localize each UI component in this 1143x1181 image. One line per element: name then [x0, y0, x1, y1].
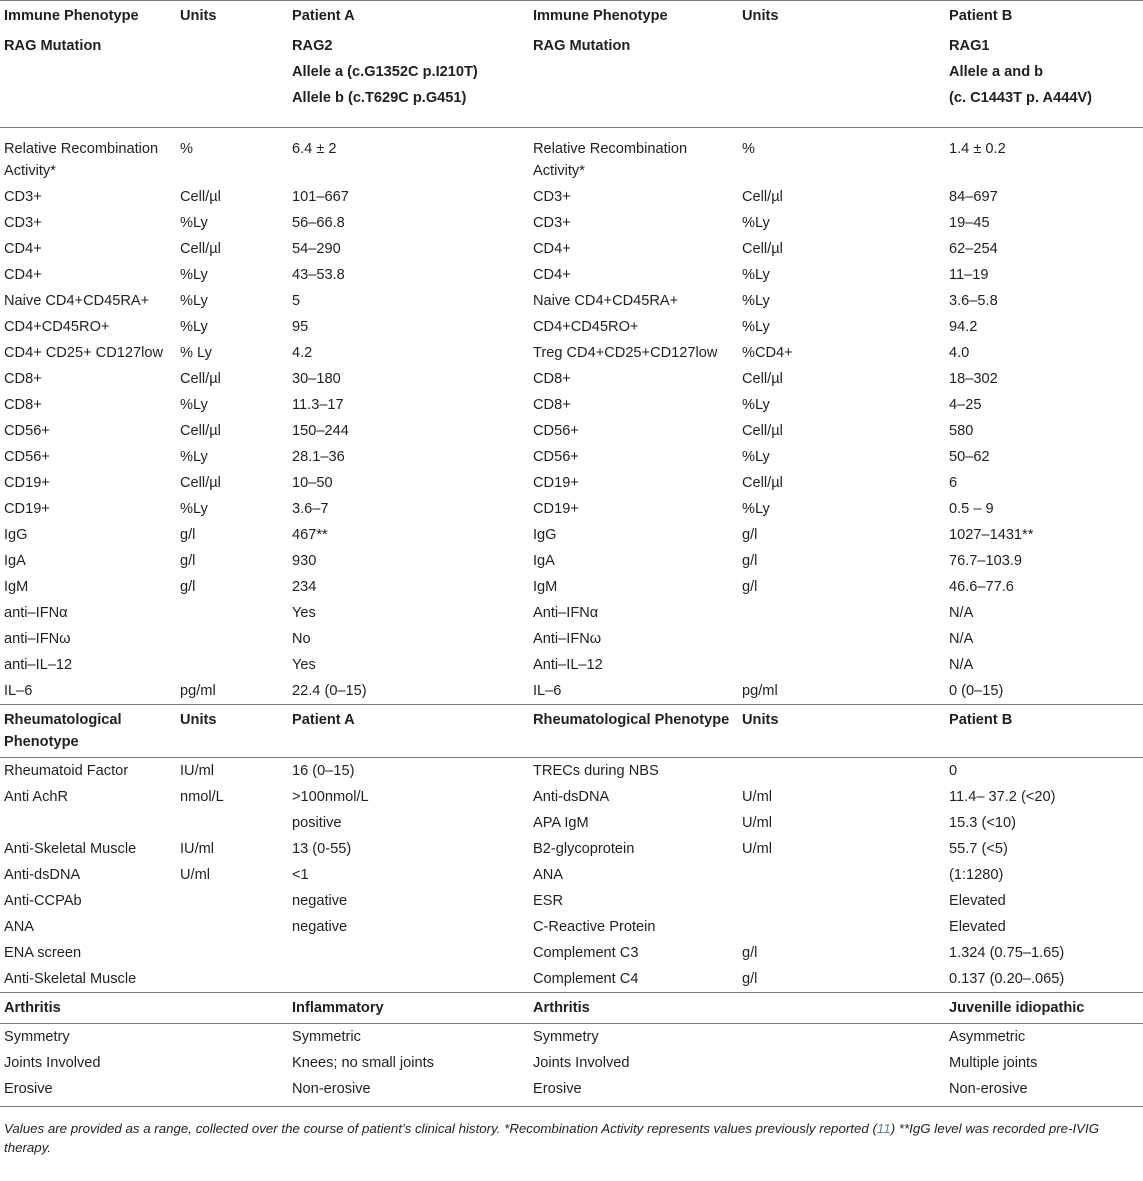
table-cell: N/A — [949, 657, 974, 673]
table-cell: 4–25 — [949, 397, 982, 413]
table-cell: g/l — [742, 945, 758, 961]
table-cell: Relative Recombination Activity* — [533, 141, 688, 179]
table-cell — [738, 652, 945, 678]
table-cell — [288, 31, 529, 128]
rheum-row — [0, 914, 1143, 940]
table-cell: 150–244 — [292, 423, 349, 439]
immune-row — [0, 496, 1143, 522]
table-cell — [288, 966, 529, 993]
table-cell — [176, 1076, 288, 1107]
table-cell: CD4+CD45RO+ — [533, 319, 639, 335]
table-cell: Arthritis — [529, 993, 738, 1024]
table-cell: C-Reactive Protein — [533, 919, 656, 935]
table-cell — [738, 626, 945, 652]
table-cell — [738, 1024, 945, 1051]
table-cell: Erosive — [0, 1076, 176, 1107]
table-cell: 11–19 — [949, 267, 989, 283]
table-cell: CD19+ — [4, 501, 50, 517]
table-cell: IU/ml — [180, 841, 215, 857]
table-cell — [176, 888, 288, 914]
rheum-row — [0, 810, 1143, 836]
immune-row — [0, 548, 1143, 574]
table-cell: 0.5 – 9 — [949, 501, 994, 517]
table-cell: N/A — [949, 605, 974, 621]
table-cell: 0 — [949, 763, 958, 779]
table-cell — [176, 966, 288, 993]
table-cell: IgM — [4, 579, 29, 595]
table-cell: Cell/µl — [180, 371, 221, 387]
rheum-row — [0, 758, 1143, 785]
table-cell: %Ly — [742, 267, 770, 283]
table-cell: Multiple joints — [949, 1055, 1038, 1071]
table-cell — [0, 810, 176, 836]
mutation-line: RAG1 — [949, 38, 990, 54]
table-cell: anti–IFNα — [4, 605, 68, 621]
table-cell: Symmetry — [533, 1029, 599, 1045]
immune-row — [0, 392, 1143, 418]
table-cell: Naive CD4+CD45RA+ — [533, 293, 679, 309]
table-cell: TRECs during NBS — [533, 763, 659, 779]
arthritis-row — [0, 1024, 1143, 1051]
mutation-line: RAG2 — [292, 38, 333, 54]
table-cell: g/l — [742, 553, 758, 569]
immune-row — [0, 184, 1143, 210]
table-cell: Asymmetric — [949, 1029, 1026, 1045]
mutation-line: (c. C1443T p. A444V) — [949, 90, 1093, 106]
table-cell: Immune Phenotype — [529, 1, 738, 32]
table-cell: U/ml — [742, 815, 772, 831]
table-cell: CD3+ — [4, 215, 42, 231]
table-cell: Units — [738, 1, 945, 32]
table-cell: N/A — [949, 631, 974, 647]
table-cell: % — [180, 141, 193, 157]
table-cell: Cell/µl — [742, 189, 783, 205]
table-cell — [738, 1050, 945, 1076]
table-cell: CD8+ — [533, 371, 571, 387]
table-cell: Patient B — [945, 1, 1143, 32]
table-cell: %Ly — [742, 215, 770, 231]
table-cell: IgM — [533, 579, 558, 595]
table-cell — [176, 914, 288, 940]
table-cell: Anti-Skeletal Muscle — [4, 971, 137, 987]
table-cell: 55.7 (<5) — [949, 841, 1008, 857]
immune-row — [0, 574, 1143, 600]
table-cell: Patient A — [288, 705, 529, 758]
table-cell: 28.1–36 — [292, 449, 345, 465]
table-cell: No — [292, 631, 311, 647]
table-cell: 13 (0-55) — [292, 841, 352, 857]
table-cell — [738, 600, 945, 626]
table-cell: B2-glycoprotein — [533, 841, 635, 857]
table-cell: Anti-dsDNA — [4, 867, 81, 883]
table-cell: CD19+ — [4, 475, 50, 491]
table-cell: APA IgM — [533, 815, 589, 831]
immune-header-row — [0, 1, 1143, 32]
table-cell: IgG — [4, 527, 28, 543]
table-cell: CD56+ — [4, 449, 50, 465]
table-cell: Anti–IFNα — [533, 605, 599, 621]
table-cell: 234 — [292, 579, 317, 595]
table-cell: anti–IL–12 — [4, 657, 73, 673]
table-cell: Cell/µl — [180, 241, 221, 257]
rheum-header-row — [0, 705, 1143, 758]
table-cell: 95 — [292, 319, 309, 335]
table-cell: Rheumatoid Factor — [4, 763, 129, 779]
table-cell: 4.0 — [949, 345, 970, 361]
table-cell: Units — [176, 705, 288, 758]
table-cell: CD4+ CD25+ CD127low — [4, 345, 163, 361]
table-cell: Anti–IFNω — [533, 631, 602, 647]
table-cell: 54–290 — [292, 241, 341, 257]
immune-row — [0, 262, 1143, 288]
mutation-line: Allele a (c.G1352C p.I210T) — [292, 64, 478, 80]
table-cell: CD56+ — [4, 423, 50, 439]
immune-row — [0, 470, 1143, 496]
rag-mutation-row — [0, 31, 1143, 128]
arthritis-header-row — [0, 993, 1143, 1024]
table-cell: Cell/µl — [742, 475, 783, 491]
table-cell: 15.3 (<10) — [949, 815, 1016, 831]
table-cell: 56–66.8 — [292, 215, 345, 231]
table-cell: 0 (0–15) — [949, 683, 1004, 699]
table-cell: CD19+ — [533, 475, 579, 491]
table-cell: CD4+ — [4, 267, 42, 283]
table-cell: 1027–1431** — [949, 527, 1034, 543]
table-cell: negative — [292, 893, 348, 909]
table-cell: %Ly — [180, 501, 208, 517]
immune-row — [0, 128, 1143, 185]
table-cell: 4.2 — [292, 345, 313, 361]
table-cell: CD56+ — [533, 423, 579, 439]
rheum-row — [0, 784, 1143, 810]
table-cell: %Ly — [742, 501, 770, 517]
table-cell: %CD4+ — [742, 345, 793, 361]
immune-row — [0, 236, 1143, 262]
table-cell — [176, 810, 288, 836]
immune-row — [0, 600, 1143, 626]
table-cell: %Ly — [180, 267, 208, 283]
table-cell: Non-erosive — [288, 1076, 529, 1107]
table-cell — [176, 600, 288, 626]
table-cell: Relative Recombination Activity* — [4, 141, 159, 179]
table-cell: 101–667 — [292, 189, 349, 205]
table-cell: Cell/µl — [742, 371, 783, 387]
table-cell: CD3+ — [4, 189, 42, 205]
immune-row — [0, 210, 1143, 236]
immune-row — [0, 678, 1143, 705]
table-cell: IgA — [533, 553, 555, 569]
table-cell: ANA — [4, 919, 35, 935]
table-cell: RAG Mutation — [529, 31, 738, 128]
table-cell — [738, 862, 945, 888]
rheum-row — [0, 966, 1143, 993]
table-cell: Knees; no small joints — [292, 1055, 434, 1071]
table-cell: ENA screen — [4, 945, 82, 961]
table-cell: Non-erosive — [945, 1076, 1143, 1107]
table-cell: Elevated — [949, 919, 1006, 935]
table-cell: Complement C3 — [533, 945, 639, 961]
immune-row — [0, 626, 1143, 652]
table-cell: CD56+ — [533, 449, 579, 465]
table-cell: <1 — [292, 867, 309, 883]
table-cell: Arthritis — [0, 993, 176, 1024]
table-cell: 30–180 — [292, 371, 341, 387]
table-cell: %Ly — [180, 319, 208, 335]
reference-link[interactable]: 11 — [876, 1121, 891, 1136]
table-cell: IgA — [4, 553, 26, 569]
table-cell: Yes — [292, 605, 316, 621]
table-cell: g/l — [742, 971, 758, 987]
table-cell: CD3+ — [533, 215, 571, 231]
rheum-row — [0, 862, 1143, 888]
table-cell: %Ly — [180, 397, 208, 413]
table-cell: IL–6 — [4, 683, 33, 699]
table-cell: g/l — [742, 579, 758, 595]
table-cell: IL–6 — [533, 683, 562, 699]
immune-row — [0, 522, 1143, 548]
table-cell: Units — [738, 705, 945, 758]
table-cell: Yes — [292, 657, 316, 673]
table-cell — [738, 914, 945, 940]
table-cell: 50–62 — [949, 449, 990, 465]
table-cell: pg/ml — [180, 683, 216, 699]
table-cell: 62–254 — [949, 241, 998, 257]
table-cell: CD4+ — [4, 241, 42, 257]
table-cell: Rheumatological Phenotype — [529, 705, 738, 758]
table-cell: 84–697 — [949, 189, 998, 205]
rheum-row — [0, 836, 1143, 862]
table-cell: % Ly — [180, 345, 212, 361]
table-cell: 94.2 — [949, 319, 978, 335]
table-cell — [176, 1024, 288, 1051]
table-cell: nmol/L — [180, 789, 224, 805]
table-cell — [176, 1050, 288, 1076]
table-cell — [176, 626, 288, 652]
immune-row — [0, 444, 1143, 470]
table-cell: 43–53.8 — [292, 267, 345, 283]
table-cell: Anti–IL–12 — [533, 657, 603, 673]
table-cell: 19–45 — [949, 215, 990, 231]
table-cell: Elevated — [949, 893, 1006, 909]
rheum-row — [0, 940, 1143, 966]
table-cell: 11.4– 37.2 (<20) — [949, 789, 1056, 805]
table-cell: pg/ml — [742, 683, 778, 699]
immune-row — [0, 366, 1143, 392]
table-cell: U/ml — [180, 867, 210, 883]
table-cell: %Ly — [180, 449, 208, 465]
table-cell: Joints Involved — [533, 1055, 630, 1071]
table-cell: Treg CD4+CD25+CD127low — [533, 345, 718, 361]
table-cell: Cell/µl — [742, 423, 783, 439]
table-cell: %Ly — [742, 319, 770, 335]
table-cell: 22.4 (0–15) — [292, 683, 367, 699]
table-footnote: Values are provided as a range, collected over the course of patient’s clinical history. *Recombination Activity represents values previously reported (11) **IgG level was recorded pre-IVIG therapy. — [4, 1121, 1100, 1155]
table-cell: % — [742, 141, 755, 157]
table-cell: Cell/µl — [180, 189, 221, 205]
rheum-row — [0, 888, 1143, 914]
table-cell: 1.324 (0.75–1.65) — [949, 945, 1065, 961]
table-cell: Anti-dsDNA — [533, 789, 610, 805]
table-cell: Cell/µl — [180, 423, 221, 439]
table-cell: CD4+ — [533, 267, 571, 283]
table-cell: g/l — [180, 579, 196, 595]
table-cell — [738, 31, 945, 128]
table-cell: CD19+ — [533, 501, 579, 517]
table-cell: negative — [292, 919, 348, 935]
table-cell: 76.7–103.9 — [949, 553, 1023, 569]
arthritis-row — [0, 1076, 1143, 1107]
table-cell: CD8+ — [533, 397, 571, 413]
table-cell: Complement C4 — [533, 971, 639, 987]
immune-row — [0, 652, 1143, 678]
table-cell — [176, 31, 288, 128]
table-cell: U/ml — [742, 789, 772, 805]
table-cell: %Ly — [742, 397, 770, 413]
table-cell: Naive CD4+CD45RA+ — [4, 293, 150, 309]
table-cell: g/l — [742, 527, 758, 543]
immune-row — [0, 418, 1143, 444]
table-cell: ANA — [533, 867, 564, 883]
table-cell: Erosive — [529, 1076, 738, 1107]
table-cell: %Ly — [742, 449, 770, 465]
table-cell — [738, 993, 945, 1024]
table-cell — [945, 31, 1143, 128]
table-cell: Inflammatory — [288, 993, 529, 1024]
table-cell: 0.137 (0.20–.065) — [949, 971, 1065, 987]
immune-row — [0, 340, 1143, 366]
table-cell: IgG — [533, 527, 557, 543]
table-cell: CD8+ — [4, 371, 42, 387]
table-cell: Joints Involved — [4, 1055, 101, 1071]
table-cell: CD8+ — [4, 397, 42, 413]
table-cell: Symmetry — [4, 1029, 70, 1045]
table-cell: %Ly — [742, 293, 770, 309]
table-cell: %Ly — [180, 293, 208, 309]
table-cell — [176, 993, 288, 1024]
table-cell: Cell/µl — [180, 475, 221, 491]
table-cell: IU/ml — [180, 763, 215, 779]
table-cell: Anti AchR — [4, 789, 69, 805]
table-cell: 5 — [292, 293, 301, 309]
table-cell: 10–50 — [292, 475, 333, 491]
mutation-line: Allele b (c.T629C p.G451) — [292, 90, 467, 106]
table-cell: Juvenille idiopathic — [945, 993, 1143, 1024]
table-cell: 467** — [292, 527, 328, 543]
table-cell: ESR — [533, 893, 564, 909]
immune-row — [0, 288, 1143, 314]
table-cell: Patient B — [945, 705, 1143, 758]
table-cell: 6 — [949, 475, 958, 491]
table-cell: Immune Phenotype — [0, 1, 176, 32]
table-cell: g/l — [180, 553, 196, 569]
table-cell: anti–IFNω — [4, 631, 71, 647]
table-cell: Patient A — [288, 1, 529, 32]
table-cell: positive — [292, 815, 342, 831]
table-cell — [176, 940, 288, 966]
table-cell: 3.6–7 — [292, 501, 329, 517]
table-cell — [738, 758, 945, 785]
table-cell: Units — [176, 1, 288, 32]
table-cell: 580 — [949, 423, 974, 439]
table-cell: Anti-CCPAb — [4, 893, 82, 909]
table-cell — [288, 940, 529, 966]
table-cell: Anti-Skeletal Muscle — [4, 841, 137, 857]
table-cell: CD4+CD45RO+ — [4, 319, 110, 335]
table-cell: Symmetric — [292, 1029, 361, 1045]
table-cell: Cell/µl — [742, 241, 783, 257]
table-cell — [176, 652, 288, 678]
immune-row — [0, 314, 1143, 340]
arthritis-row — [0, 1050, 1143, 1076]
mutation-line: Allele a and b — [949, 64, 1044, 80]
table-cell: >100nmol/L — [292, 789, 369, 805]
table-cell — [738, 888, 945, 914]
table-cell: CD4+ — [533, 241, 571, 257]
table-cell: 16 (0–15) — [292, 763, 355, 779]
table-cell: 6.4 ± 2 — [292, 141, 337, 157]
table-cell: 18–302 — [949, 371, 998, 387]
table-cell: 1.4 ± 0.2 — [949, 141, 1006, 157]
table-cell — [738, 1076, 945, 1107]
table-cell: 46.6–77.6 — [949, 579, 1014, 595]
table-cell: Rheumatological Phenotype — [0, 705, 176, 758]
table-cell: 11.3–17 — [292, 397, 344, 413]
table-cell: RAG Mutation — [0, 31, 176, 128]
table-cell: g/l — [180, 527, 196, 543]
table-cell: (1:1280) — [949, 867, 1004, 883]
table-cell: CD3+ — [533, 189, 571, 205]
table-cell: 3.6–5.8 — [949, 293, 998, 309]
table-cell: 930 — [292, 553, 317, 569]
table-cell: U/ml — [742, 841, 772, 857]
table-cell: %Ly — [180, 215, 208, 231]
